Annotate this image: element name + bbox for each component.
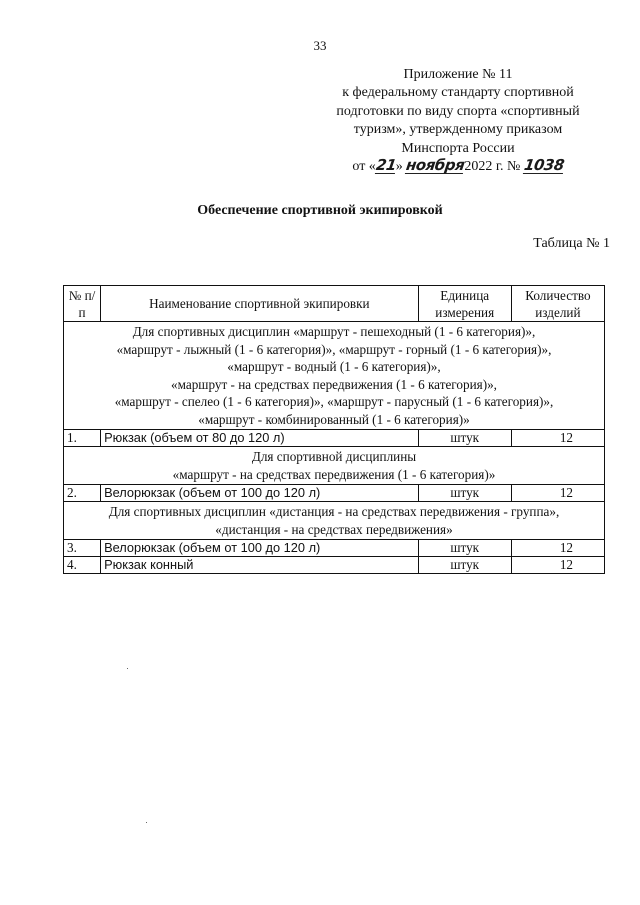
section-1 — [64, 322, 605, 430]
row-name: Велорюкзак (объем от 100 до 120 л) — [101, 485, 419, 502]
section-row — [64, 322, 605, 430]
row-name: Рюкзак конный — [101, 557, 419, 574]
section-line: Для спортивных дисциплин «маршрут - пешеходный (1 - 6 категория)», — [132, 324, 536, 339]
table-row — [64, 540, 605, 557]
order-date-line — [318, 158, 598, 176]
scan-speck — [146, 822, 147, 823]
table-header-row — [64, 286, 605, 322]
appendix-line: к федеральному стандарту спортивной — [342, 85, 574, 101]
header-name: Наименование спортивной экипировки — [101, 286, 419, 322]
section-line: Для спортивных дисциплин «дистанция - на средствах передвижения - группа», — [108, 504, 560, 519]
handwritten-month: ноября — [405, 156, 466, 175]
section-line: «маршрут - спелео (1 - 6 категория)», «маршрут - парусный (1 - 6 категория)», — [114, 394, 554, 409]
equipment-table — [63, 285, 605, 574]
table-row — [64, 485, 605, 502]
header-qty: Количество изделий — [511, 286, 604, 322]
row-unit: штук — [418, 430, 511, 447]
section-line: «маршрут - на средствах передвижения (1 - 6 категория)» — [172, 466, 496, 482]
page-number: 33 — [313, 38, 327, 53]
date-mid: » — [395, 159, 403, 175]
section-line: «маршрут - водный (1 - 6 категория)», — [227, 359, 441, 374]
table-row — [64, 430, 605, 447]
appendix-title: Приложение № 11 — [403, 67, 513, 82]
document-title: Обеспечение спортивной экипировкой — [197, 203, 443, 218]
section-row — [64, 502, 605, 540]
row-qty: 12 — [511, 557, 604, 574]
table-label: Таблица № 1 — [533, 236, 610, 251]
scan-speck — [127, 668, 128, 669]
row-unit: штук — [418, 485, 511, 502]
row-name: Рюкзак (объем от 80 до 120 л) — [101, 430, 419, 447]
section-2 — [64, 447, 605, 485]
row-unit: штук — [418, 540, 511, 557]
appendix-line: Минспорта России — [401, 140, 515, 156]
header-unit: Единица измерения — [418, 286, 511, 322]
section-line: Для спортивной дисциплины — [251, 449, 417, 464]
row-num: 1. — [64, 430, 101, 447]
row-num: 2. — [64, 485, 101, 502]
date-year: 2022 г. № — [464, 159, 521, 175]
handwritten-day: 21 — [374, 156, 398, 175]
row-num: 3. — [64, 540, 101, 557]
appendix-block — [318, 66, 598, 176]
section-line: «маршрут - лыжный (1 - 6 категория)», «маршрут - горный (1 - 6 категория)», — [116, 341, 552, 357]
section-line: «маршрут - на средствах передвижения (1 - 6 категория)», — [171, 376, 497, 392]
appendix-line: подготовки по виду спорта «спортивный — [336, 103, 580, 119]
header-num: № п/п — [64, 286, 101, 322]
row-unit: штук — [418, 557, 511, 574]
row-qty: 12 — [511, 540, 604, 557]
date-prefix: от « — [352, 159, 376, 175]
handwritten-order-number: 1038 — [522, 156, 566, 175]
section-row — [64, 447, 605, 485]
row-num: 4. — [64, 557, 101, 574]
row-qty: 12 — [511, 430, 604, 447]
table-row — [64, 557, 605, 574]
section-3 — [64, 502, 605, 540]
row-qty: 12 — [511, 485, 604, 502]
appendix-line: туризм», утвержденному приказом — [353, 122, 563, 138]
section-line: «дистанция - на средствах передвижения» — [215, 521, 453, 537]
section-line: «маршрут - комбинированный (1 - 6 категория)» — [198, 411, 470, 427]
row-name: Велорюкзак (объем от 100 до 120 л) — [101, 540, 419, 557]
